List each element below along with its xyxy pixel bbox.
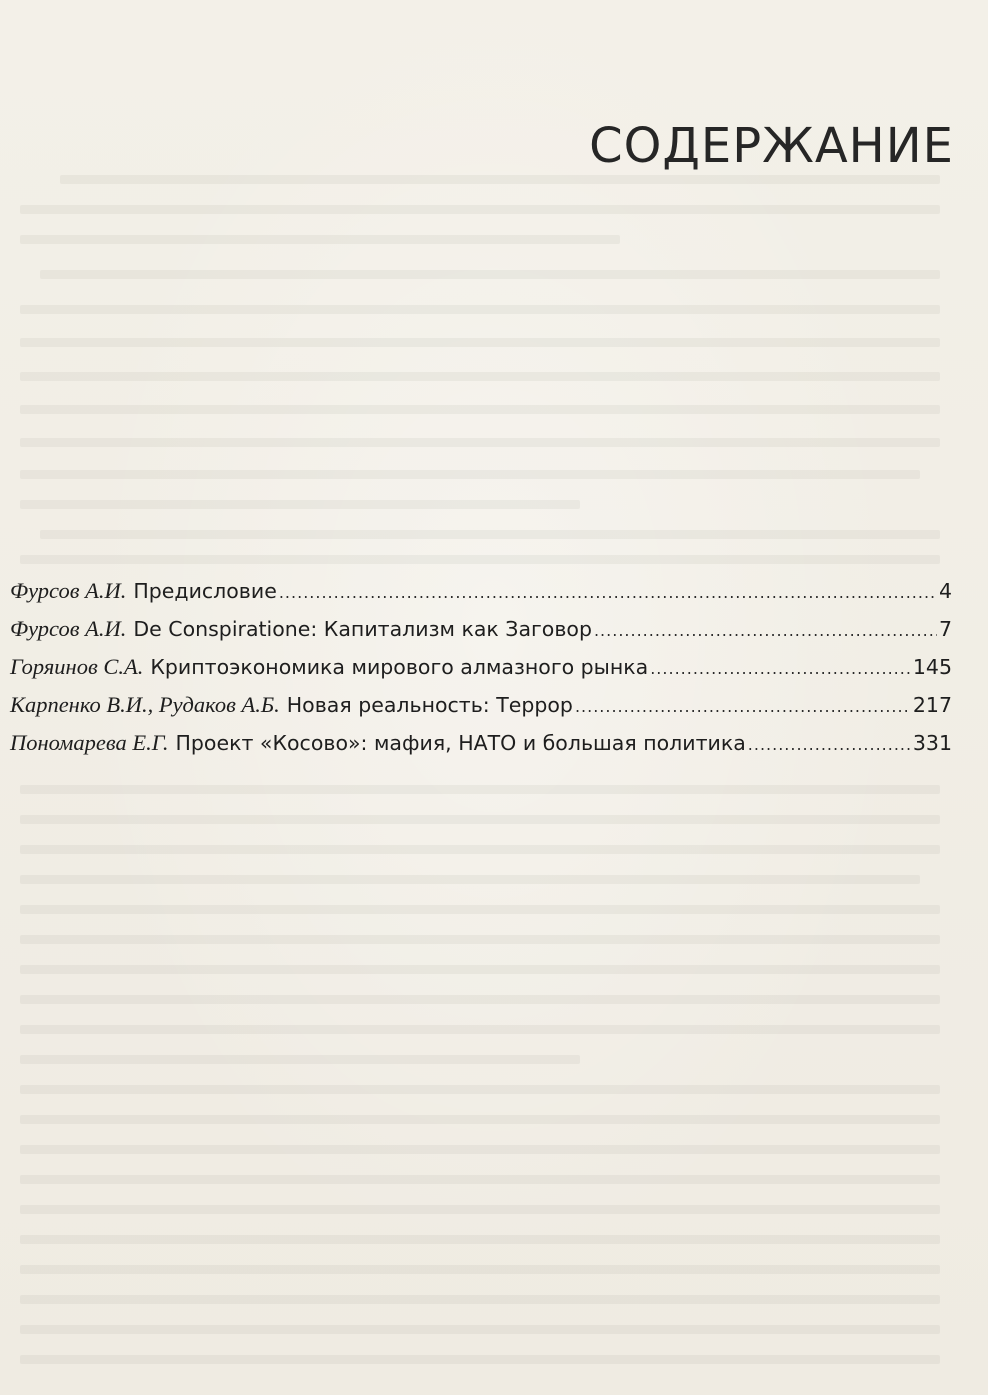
toc-entry[interactable] — [10, 610, 952, 648]
table-of-contents — [10, 572, 952, 762]
dot-leader — [748, 726, 911, 764]
toc-entry[interactable] — [10, 572, 952, 610]
toc-author: Пономарева Е.Г. — [10, 730, 169, 755]
toc-entry[interactable] — [10, 686, 952, 724]
toc-page-number: 4 — [938, 579, 952, 603]
toc-page-number: 217 — [912, 693, 952, 717]
dot-leader — [575, 688, 911, 726]
toc-entry[interactable] — [10, 724, 952, 762]
dot-leader — [650, 650, 911, 688]
toc-title: De Conspiratione: Капитализм как Заговор — [133, 617, 592, 641]
page-title: СОДЕРЖАНИЕ — [589, 118, 954, 174]
toc-title: Новая реальность: Террор — [286, 693, 573, 717]
toc-title: Криптоэкономика мирового алмазного рынка — [150, 655, 649, 679]
toc-title: Проект «Косово»: мафия, НАТО и большая политика — [175, 731, 746, 755]
toc-author: Фурсов А.И. — [10, 616, 127, 641]
toc-page-number: 145 — [912, 655, 952, 679]
toc-entry[interactable] — [10, 648, 952, 686]
dot-leader — [594, 612, 937, 650]
toc-title: Предисловие — [133, 579, 277, 603]
toc-page-number: 331 — [912, 731, 952, 755]
toc-author: Горяинов С.А. — [10, 654, 144, 679]
toc-author: Фурсов А.И. — [10, 578, 127, 603]
toc-author: Карпенко В.И., Рудаков А.Б. — [10, 692, 280, 717]
toc-page-number: 7 — [938, 617, 952, 641]
dot-leader — [279, 574, 937, 612]
